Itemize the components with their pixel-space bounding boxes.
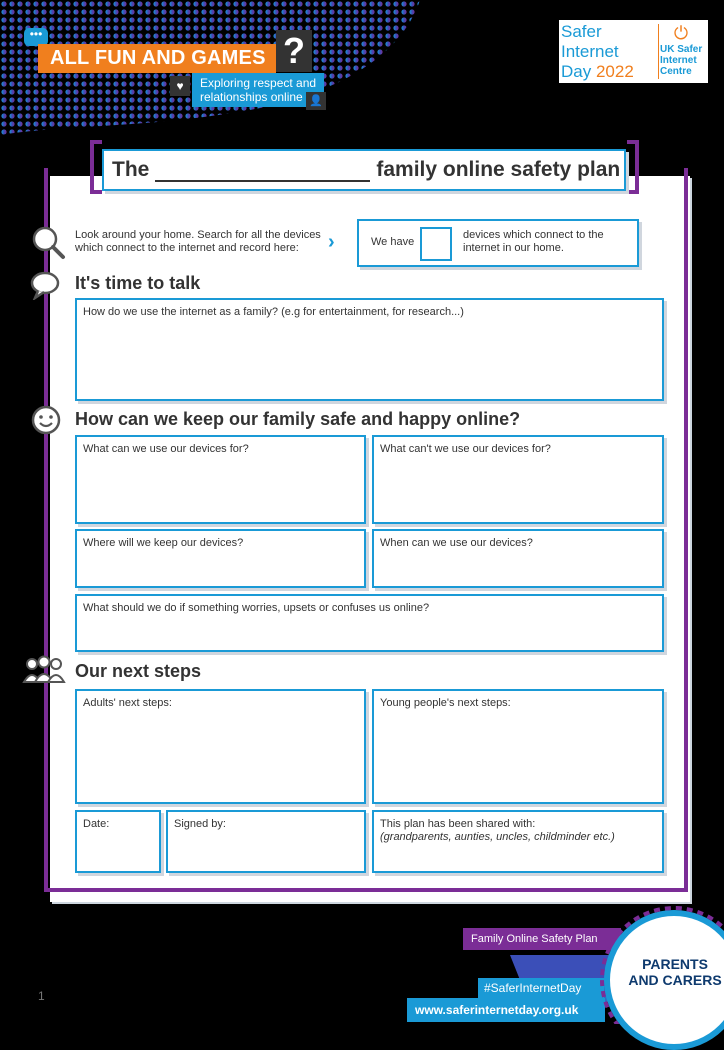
group-icon	[22, 654, 66, 686]
signed-field[interactable]: Signed by:	[166, 810, 366, 873]
shared-with-field[interactable]: This plan has been shared with: (grandparents, aunties, uncles, childminder etc.)	[372, 810, 664, 873]
heart-icon: ♥	[170, 76, 190, 96]
add-person-icon: 👤	[306, 92, 326, 110]
parents-carers-text: PARENTS AND CARERS	[628, 956, 722, 988]
title-bracket-right	[627, 140, 639, 194]
worries-field[interactable]: What should we do if something worries, upsets or confuses us online?	[75, 594, 664, 652]
can-use-field[interactable]: What can we use our devices for?	[75, 435, 366, 524]
magnifier-icon	[30, 224, 66, 260]
talk-heading: It's time to talk	[75, 273, 201, 293]
chevron-right-icon: ›	[328, 231, 335, 253]
safer-internet-day-logo	[559, 20, 708, 83]
speech-bubble-icon	[30, 270, 62, 300]
date-field[interactable]: Date:	[75, 810, 161, 873]
family-name-line[interactable]	[155, 162, 370, 182]
logo-text: Safer Internet Day 2022	[561, 22, 634, 81]
uk-safer-internet-centre-text: UK Safer Internet Centre	[660, 44, 703, 77]
brand-subtitle: Exploring respect and relationships online	[192, 73, 324, 107]
title-bracket-left	[90, 140, 102, 194]
when-use-field[interactable]: When can we use our devices?	[372, 529, 664, 588]
where-keep-field[interactable]: Where will we keep our devices?	[75, 529, 366, 588]
footer-url[interactable]: www.saferinternetday.org.uk	[407, 998, 605, 1022]
brand-question-mark: ?	[276, 30, 312, 72]
title-box	[102, 149, 626, 191]
steps-heading: Our next steps	[75, 661, 202, 681]
chat-bubble-icon: •••	[24, 28, 48, 46]
devices-count-text: devices which connect to the internet in our home.	[463, 229, 604, 254]
young-steps-field[interactable]: Young people's next steps:	[372, 689, 664, 804]
devices-instruction: Look around your home. Search for all the devices which connect to the internet and record here:	[75, 229, 321, 254]
page-number: 1	[38, 989, 45, 1003]
we-have-label: We have	[371, 236, 415, 248]
safe-heading: How can we keep our family safe and happy online?	[75, 409, 521, 429]
devices-count-box	[357, 219, 639, 267]
smiley-icon	[30, 404, 62, 436]
page-title: The family online safety plan	[112, 158, 621, 181]
devices-count-input[interactable]	[420, 227, 452, 261]
cant-use-field[interactable]: What can't we use our devices for?	[372, 435, 664, 524]
family-use-field[interactable]: How do we use the internet as a family? (e.g for entertainment, for research...)	[75, 298, 664, 401]
adults-steps-field[interactable]: Adults' next steps:	[75, 689, 366, 804]
footer-plan-label: Family Online Safety Plan	[463, 928, 621, 950]
footer-hashtag: #SaferInternetDay	[478, 978, 604, 998]
brand-title: ALL FUN AND GAMES	[38, 44, 276, 73]
power-icon: ⏻	[673, 23, 689, 43]
